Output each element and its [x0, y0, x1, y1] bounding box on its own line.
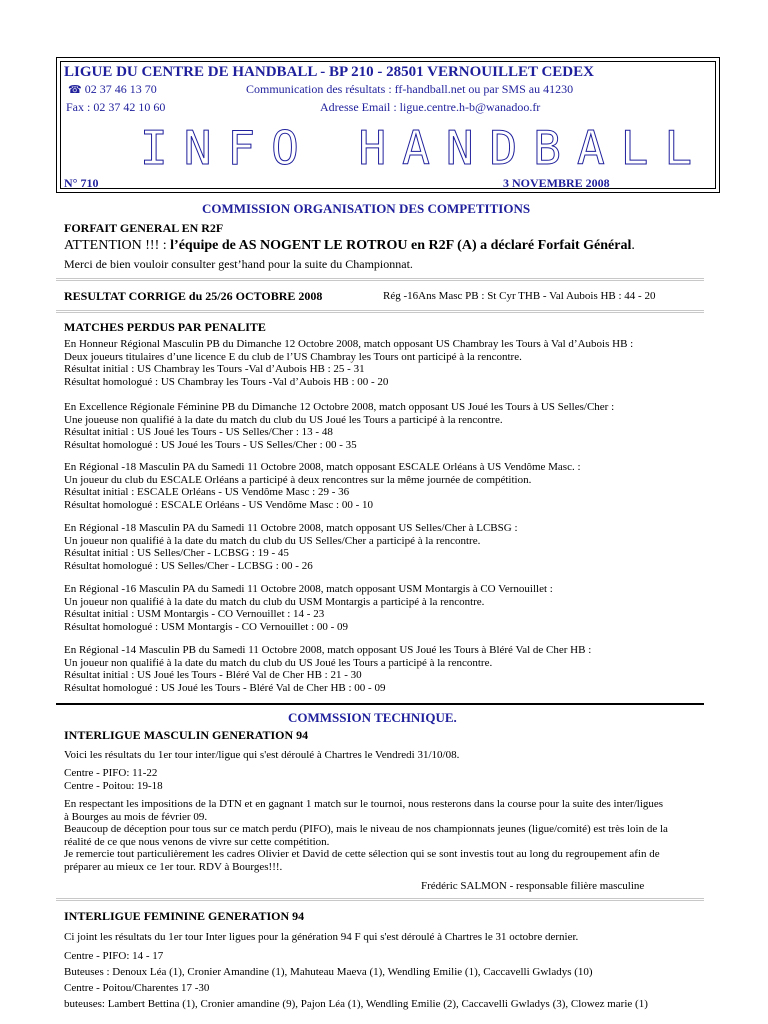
match-line: Résultat initial : US Chambray les Tours -Val d’Aubois HB : 25 - 31 [64, 363, 365, 376]
match-line: En Régional -18 Masculin PA du Samedi 11 Octobre 2008, match opposant ESCALE Orléans à US Vendôme Masc. : [64, 461, 581, 473]
result-line: buteuses: Lambert Bettina (1), Cronier amandine (9), Pajon Léa (1), Wendling Emilie (2), Caccavelli Gwladys (3), Clowez marie (1) [64, 998, 648, 1010]
match-line: Résultat homologué : US Selles/Cher - LCBSG : 00 - 26 [64, 559, 313, 572]
match-block [64, 644, 591, 694]
match-line: En Honneur Régional Masculin PB du Dimanche 12 Octobre 2008, match opposant US Chambray les Tours à Val d’Aubois HB : [64, 338, 634, 350]
match-line: Deux joueurs titulaires d’une licence E du club de l’US Chambray les Tours ont participé à la rencontre. [64, 350, 522, 363]
issue-date: 3 NOVEMBRE 2008 [503, 176, 610, 190]
divider-dotted [56, 898, 704, 901]
masculin-results [64, 767, 163, 792]
feminine-results [64, 948, 648, 1012]
phone-number: 02 37 46 13 70 [84, 82, 157, 96]
results-communication: Communication des résultats : ff-handball.net ou par SMS au 41230 [246, 82, 574, 96]
paragraph-line: En respectant les impositions de la DTN et en gagnant 1 match sur le tournoi, nous resterons dans la course pour la suite des inter/ligues [64, 798, 664, 810]
match-block [64, 401, 614, 451]
divider-dotted [56, 278, 704, 281]
org-title: LIGUE DU CENTRE DE HANDBALL - BP 210 - 28501 VERNOUILLET CEDEX [64, 64, 594, 80]
resultat-corrige-text: Rég -16Ans Masc PB : St Cyr THB - Val Aubois HB : 44 - 20 [383, 290, 656, 302]
paragraph-line: Beaucoup de déception pour tous sur ce match perdu (PIFO), mais le niveau de nos championnats jeunes (ligue/comité) est très loin de la [64, 823, 668, 836]
match-line: Un joueur non qualifié à la date du match du club du USM Montargis a participé à la rencontre. [64, 595, 485, 608]
paragraph-line: Je remercie tout particulièrement les cadres Olivier et David de cette sélection qui se sont investis tout au long du regroupement afin de [64, 848, 660, 861]
match-line: Résultat homologué : US Chambray les Tours -Val d’Aubois HB : 00 - 20 [64, 375, 389, 388]
match-line: Résultat initial : ESCALE Orléans - US Vendôme Masc : 29 - 36 [64, 486, 350, 499]
match-line: Résultat homologué : US Joué les Tours - Bléré Val de Cher HB : 00 - 09 [64, 681, 386, 694]
result-line: Centre - Poitou: 19-18 [64, 779, 163, 792]
match-block [64, 338, 633, 388]
merci-line: Merci de bien vouloir consulter gest’hand pour la suite du Championnat. [64, 257, 413, 271]
match-line: Résultat initial : US Selles/Cher - LCBSG : 19 - 45 [64, 547, 289, 560]
match-line: En Régional -14 Masculin PB du Samedi 11 Octobre 2008, match opposant US Joué les Tours à Bléré Val de Cher HB : [64, 644, 592, 656]
match-block [64, 522, 518, 572]
interligue-feminine-title: INTERLIGUE FEMININE GENERATION 94 [64, 909, 305, 923]
match-line: En Excellence Régionale Féminine PB du Dimanche 12 Octobre 2008, match opposant US Joué les Tours à US Selles/Cher : [64, 401, 615, 413]
resultat-corrige-title: RESULTAT CORRIGE du 25/26 OCTOBRE 2008 [64, 289, 323, 303]
match-line: Résultat initial : USM Montargis - CO Vernouillet : 14 - 23 [64, 608, 325, 621]
forfait-title: FORFAIT GENERAL EN R2F [64, 221, 224, 235]
match-line: Une joueuse non qualifié à la date du match du club du US Joué les Tours a participé à la rencontre. [64, 413, 503, 426]
masculin-intro: Voici les résultats du 1er tour inter/ligue qui s'est déroulé à Chartres le Vendredi 31/10/08. [64, 749, 460, 761]
paragraph-line: à Bourges au mois de février 09. [64, 810, 208, 823]
signature-line: Frédéric SALMON - responsable filière masculine [421, 880, 645, 892]
divider-dotted [56, 310, 704, 313]
match-line: Résultat homologué : USM Montargis - CO Vernouillet : 00 - 09 [64, 620, 349, 633]
matches-perdus-title: MATCHES PERDUS PAR PENALITE [64, 320, 266, 334]
result-line: Buteuses : Denoux Léa (1), Cronier Amandine (1), Mahuteau Maeva (1), Wendling Emilie (1), Caccavelli Gwladys (10) [64, 966, 593, 978]
match-line: Résultat initial : US Joué les Tours - Bléré Val de Cher HB : 21 - 30 [64, 669, 362, 682]
match-line: En Régional -16 Masculin PA du Samedi 11 Octobre 2008, match opposant USM Montargis à CO Vernouillet : [64, 583, 553, 595]
result-line: Centre - PIFO: 11-22 [64, 767, 158, 779]
match-line: En Régional -18 Masculin PA du Samedi 11 Octobre 2008, match opposant US Selles/Cher à LCBSG : [64, 522, 518, 534]
masculin-paragraph [64, 798, 668, 874]
match-line: Un joueur du club du ESCALE Orléans a participé à deux rencontres sur la même journée de compétition. [64, 473, 532, 486]
attention-bold: l’équipe de AS NOGENT LE ROTROU en R2F (A) a déclaré Forfait Général [170, 238, 632, 253]
attention-prefix: ATTENTION !!! : [64, 238, 171, 253]
issue-number: N° 710 [64, 176, 99, 190]
section-title-competitions: COMMISSION ORGANISATION DES COMPETITIONS [202, 201, 531, 216]
phone-icon: ☎ [68, 84, 82, 96]
match-block [64, 461, 581, 511]
fax-line: Fax : 02 37 42 10 60 [66, 100, 166, 114]
divider-solid [56, 703, 704, 705]
interligue-masculin-title: INTERLIGUE MASCULIN GENERATION 94 [64, 728, 309, 742]
phone-line [68, 82, 157, 97]
match-line: Un joueur non qualifié à la date du match du club du US Joué les Tours a participé à la rencontre. [64, 656, 493, 669]
feminine-intro: Ci joint les résultats du 1er tour Inter ligues pour la génération 94 F qui s'est déroulé à Chartres le 31 octobre dernier. [64, 931, 579, 943]
attention-suffix: . [631, 238, 635, 253]
paragraph-line: préparer au mieux ce 1er tour. RDV à Bourges!!!. [64, 860, 283, 873]
match-line: Un joueur non qualifié à la date du match du club du US Selles/Cher a participé à la rencontre. [64, 534, 481, 547]
match-block [64, 583, 553, 633]
result-line: Centre - PIFO: 14 - 17 [64, 950, 164, 962]
section-title-technique: COMMSSION TECHNIQUE. [288, 710, 457, 725]
attention-line [64, 238, 635, 254]
paragraph-line: réalité de ce que nous venons de vivre sur cette compétition. [64, 835, 330, 848]
match-line: Résultat homologué : US Joué les Tours - US Selles/Cher : 00 - 35 [64, 438, 357, 451]
email-line: Adresse Email : ligue.centre.h-b@wanadoo.fr [320, 100, 541, 114]
match-line: Résultat initial : US Joué les Tours - US Selles/Cher : 13 - 48 [64, 426, 333, 439]
result-line: Centre - Poitou/Charentes 17 -30 [64, 982, 210, 994]
match-line: Résultat homologué : ESCALE Orléans - US Vendôme Masc : 00 - 10 [64, 498, 373, 511]
banner-title: INFO HANDBALL [140, 121, 709, 175]
